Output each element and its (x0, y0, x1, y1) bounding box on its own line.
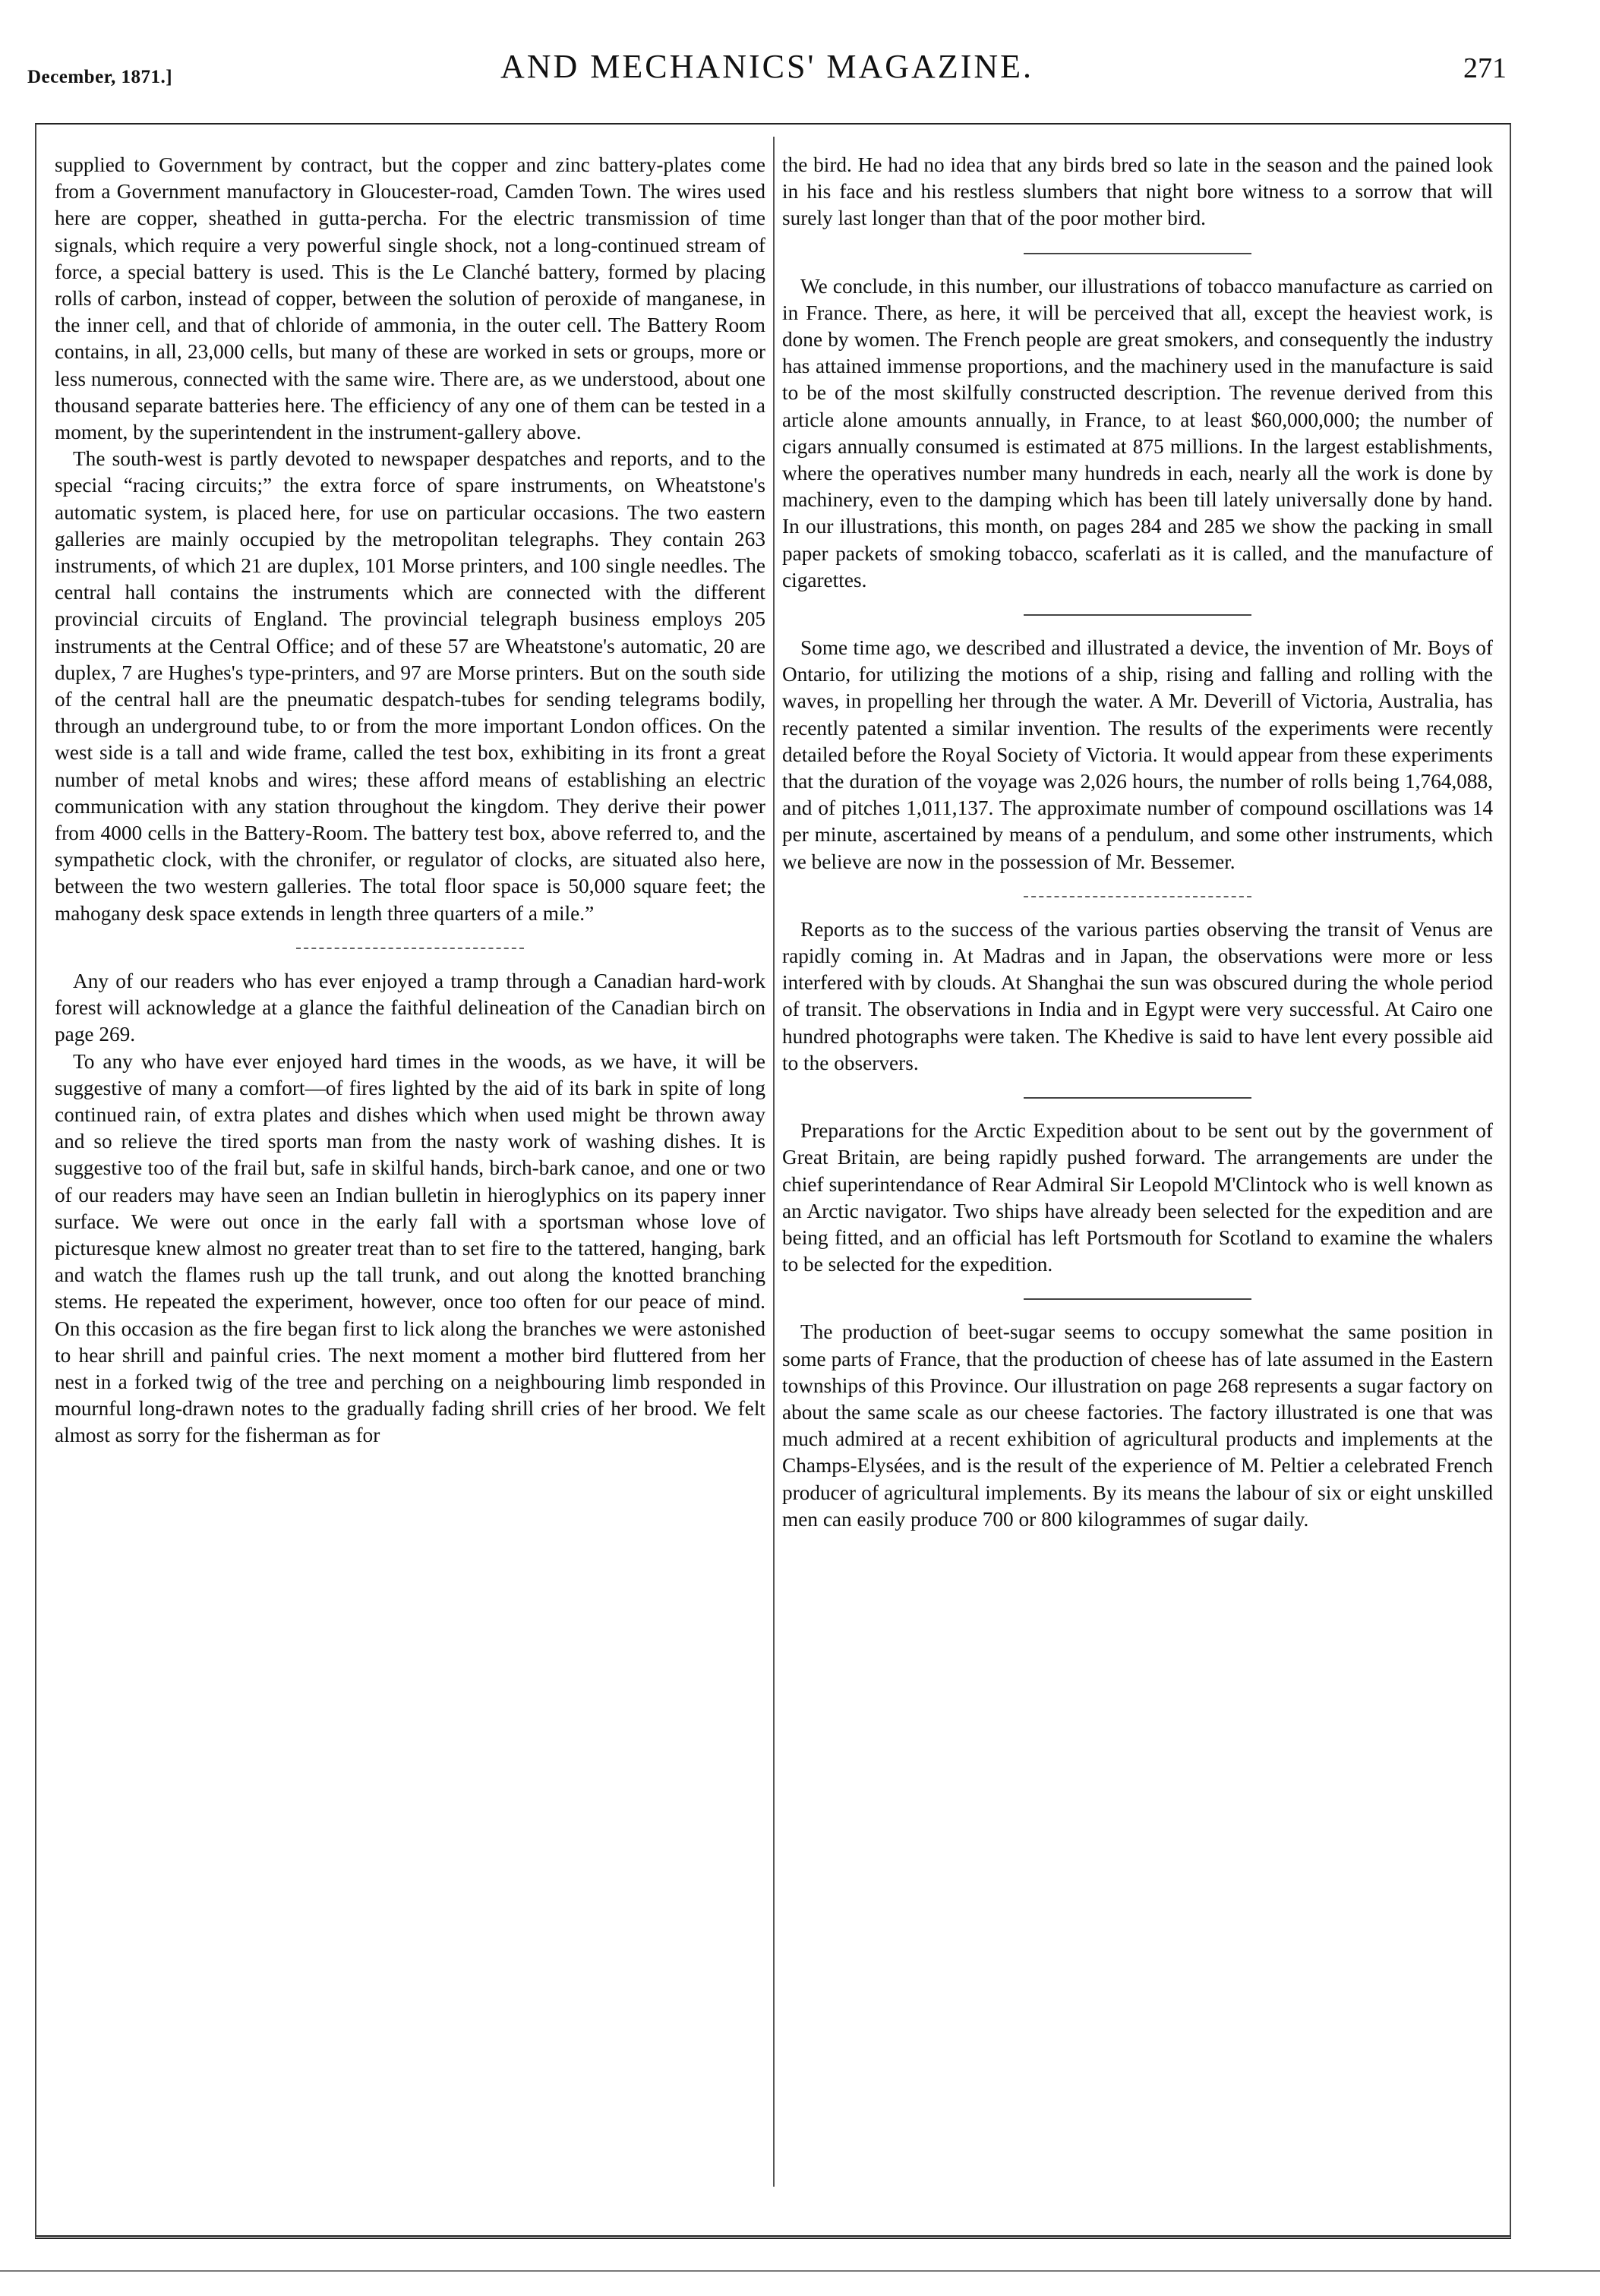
section-separator (782, 594, 1493, 635)
right-column (782, 152, 1493, 1533)
section-separator (782, 1077, 1493, 1118)
running-title: AND MECHANICS' MAGAZINE. (500, 48, 1034, 85)
transit-of-venus-paragraph: Reports as to the success of the various parties observing the transit of Venus are rapidly coming in. At Madras and in Japan, the observations were more or less interfered with by clouds. At Shanghai the sun was obscured during the whole period of transit. The observations in India and in Egypt were very successful. At Cairo one hundred photographs were taken. The Khedive is said to have lent every possible aid to the observers. (782, 917, 1493, 1074)
ship-motion-paragraph: Some time ago, we described and illustrated a device, the invention of Mr. Boys of Ontario, for utilizing the motions of a ship, rising and falling and rolling with the waves, in propelling her through the water. A Mr. Deverill of Victoria, Australia, has recently patented a similar invention. The results of the experiments were recently detailed before the Royal Society of Victoria. It would appear from these experiments that the duration of the voyage was 2,026 hours, the number of rolls being 1,764,088, and of pitches 1,011,137. The approximate number of compound oscillations was 14 per minute, ascertained by means of a pendulum, and some other instruments, which we believe are now in the possession of Mr. Bessemer. (782, 636, 1493, 873)
telegraph-paragraph-1: supplied to Government by contract, but the copper and zinc battery-plates come from a Government manufactory in Gloucester-road, Camden Town. The wires used here are copper, sheathed in gutta-percha. For the electric transmission of time signals, which require a very powerful single shock, not a long-continued stream of force, a special battery is used. This is the Le Clanché battery, formed by placing rolls of carbon, instead of copper, between the solution of peroxide of manganese, in the inner cell, and that of chloride of ammonia, in the outer cell. The Battery Room contains, in all, 23,000 cells, but many of these are worked in sets or groups, more or less numerous, connected with the same wire. There are, as we understood, about one thousand separate batteries here. The efficiency of any one of them can be tested in a moment, by the superintendent in the instrument-gallery above. (55, 153, 765, 444)
birch-paragraph-1: Any of our readers who has ever enjoyed a tramp through a Canadian hard-work forest will acknowledge at a glance the faithful delineation of the Canadian birch on page 269. (55, 969, 765, 1046)
birch-paragraph-2: To any who have ever enjoyed hard times in the woods, as we have, it will be suggestive of many a comfort—of fires lighted by the aid of its bark in spite of long continued rain, of extra plates and dishes which when used might be thrown away and so relieve the tired sports man from the nasty work of washing dishes. It is suggestive too of the frail but, safe in skilful hands, birch-bark canoe, and one or two of our readers may have seen an Indian bulletin in hieroglyphics on its papery inner surface. We were out once in the early fall with a sportsman whose love of picturesque knew almost no greater treat than to set fire to the tattered, hanging, bark and watch the flames rush up the tall trunk, and out along the knotted branching stems. He repeated the experiment, however, once too often for our peace of mind. On this occasion as the fire began first to lick along the branches we were astonished to hear shrill and painful cries. The next moment a mother bird fluttered from her nest in a forked twig of the tree and perching on a neighbouring limb responded in mournful long-drawn notes to the gradually fading shrill cries of her brood. We felt almost as sorry for the fisherman as for (55, 1049, 765, 1447)
section-separator (782, 232, 1493, 273)
birch-continued-paragraph: the bird. He had no idea that any birds bred so late in the season and the pained look in his face and his restless slumbers that night bore witness to a sorrow that will surely last longer than that of the poor mother bird. (782, 153, 1493, 230)
page-header (27, 43, 1507, 103)
tobacco-paragraph: We conclude, in this number, our illustrations of tobacco manufacture as carried on in France. There, as here, it will be perceived that all, except the heaviest work, is done by women. The French people are great smokers, and consequently the industry has attained immense proportions, and the machinery used in the manufacture is said to be of the most skilfully constructed description. The revenue derived from this article alone amounts annually, in France, to at least $60,000,000; the number of cigars annually consumed is estimated at 875 millions. In the largest establishments, where the operatives number many hundreds in each, nearly all the work is done by machinery, even to the damping which has been till lately universally done by hand. In our illustrations, this month, on pages 284 and 285 we show the packing in small paper packets of smoking tobacco, scaferlati as it is called, and the manufacture of cigarettes. (782, 274, 1493, 591)
column-divider (773, 137, 775, 2187)
section-separator (55, 927, 765, 968)
section-separator (782, 875, 1493, 916)
beet-sugar-paragraph: The production of beet-sugar seems to occupy somewhat the same position in some parts of France, that the production of cheese has of late assumed in the Eastern townships of this Province. Our illustration on page 268 represents a sugar factory on about the same scale as our cheese factories. The factory illustrated is one that was much admired at a recent exhibition of agricultural products and implements at the Champs-Elysées, and is the result of the experience of M. Peltier a celebrated French producer of agricultural implements. By its means the labour of six or eight unskilled men can easily produce 700 or 800 kilogrammes of sugar daily. (782, 1320, 1493, 1531)
left-column (55, 152, 765, 1449)
bottom-rule (0, 2270, 1600, 2272)
telegraph-paragraph-2: The south-west is partly devoted to newspaper despatches and reports, and to the special “racing circuits;” the extra force of spare instruments, on Wheatstone's automatic system, is placed here, for use on particular occasions. The two eastern galleries are mainly occupied by the metropolitan telegraphs. They contain 263 instruments, of which 21 are duplex, 101 Morse printers, and 100 single needles. The central hall contains the instruments which are connected with the different provincial circuits of England. The provincial telegraph business employs 205 instruments at the Central Office; and of these 57 are Wheatstone's automatic, 20 are duplex, 7 are Hughes's type-printers, and 97 are Morse printers. But on the south side of the central hall are the pneumatic despatch-tubes for sending telegrams bodily, through an underground tube, to or from the more important London offices. On the west side is a tall and wide frame, called the test box, exhibiting in its front a great number of metal knobs and wires; these afford means of establishing an electric communication with any station throughout the kingdom. They derive their power from 4000 cells in the Battery-Room. The battery test box, above referred to, and the sympathetic clock, with the chronifer, or regulator of clocks, are situated also here, between the two western galleries. The total floor space is 50,000 square feet; the mahogany desk space extends in length three quarters of a mile.” (55, 447, 765, 925)
section-separator (782, 1278, 1493, 1319)
issue-date: December, 1871.] (27, 67, 173, 87)
arctic-expedition-paragraph: Preparations for the Arctic Expedition about to be sent out by the government of Great Britain, are being rapidly pushed forward. The arrangements are under the chief superintendance of Rear Admiral Sir Leopold M'Clintock who is well known as an Arctic navigator. Two ships have already been selected for the expedition and are being fitted, and an official has left Portsmouth for Scotland to examine the whalers to be selected for the expedition. (782, 1119, 1493, 1276)
page-number: 271 (1463, 52, 1507, 84)
